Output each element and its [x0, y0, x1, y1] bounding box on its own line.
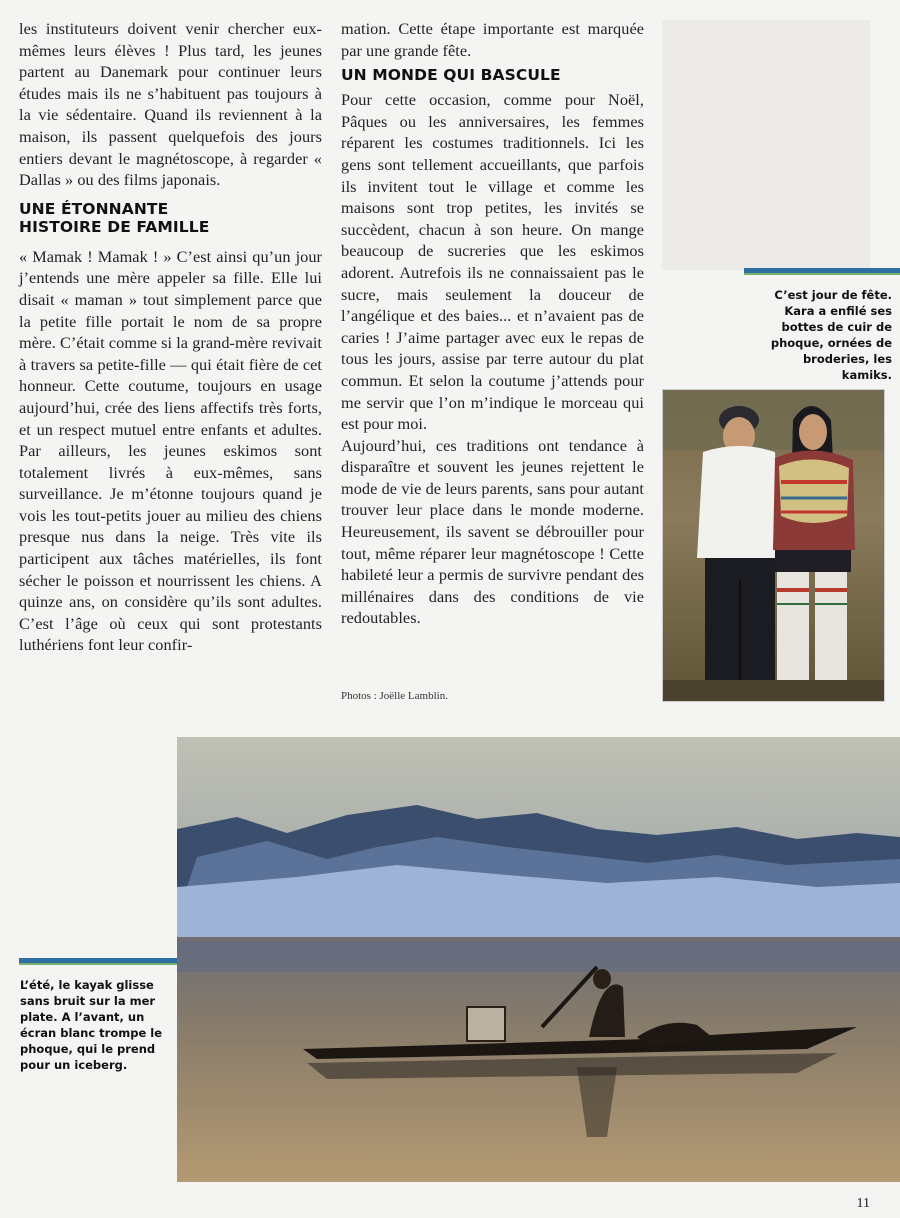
paragraph: mation. Cette étape importante est marquée par une grande fête. — [341, 19, 644, 60]
caption-rule — [19, 958, 177, 963]
article-column-1 — [19, 18, 322, 656]
caption-rule — [744, 268, 900, 273]
photo-kayak-iceberg — [177, 737, 900, 1182]
section-heading-line: HISTOIRE DE FAMILLE — [19, 217, 210, 236]
caption-kids: C’est jour de fête. Kara a enfilé ses bottes de cuir de phoque, ornées de broderies, les kamiks. — [770, 288, 892, 382]
section-heading-1 — [19, 200, 322, 236]
sidebar-panel — [662, 20, 870, 270]
caption-kayak: L’été, le kayak glisse sans bruit sur la mer plate. A l’avant, un écran blanc trompe le phoque, qui le prend pour un iceberg. — [20, 978, 163, 1072]
paragraph: les instituteurs doivent venir chercher eux-mêmes leurs élèves ! Plus tard, les jeunes partent au Danemark pour continuer leurs études mais ils ne s’habituent pas toujours à la vie sédentaire. Quand ils reviennent à la maison, ils passent quelquefois des jours entiers devant le magnétoscope, à regarder « Dallas » ou des films japonais. — [19, 19, 322, 190]
photo-credit: Photos : Joëlle Lamblin. — [341, 690, 448, 702]
paragraph: Aujourd’hui, ces traditions ont tendance à disparaître et souvent les jeunes rejettent le mode de vie de leurs parents, sans pour autant trouver leur place dans le monde moderne. Heureusement, ils savent se débrouiller pour tout, même réparer leur magnétoscope ! Cette habileté leur a permis de survivre pendant des millénaires dans des conditions de vie redoutables. — [341, 435, 644, 628]
article-column-2 — [341, 18, 644, 629]
page-number: 11 — [856, 1196, 870, 1211]
paragraph: Pour cette occasion, comme pour Noël, Pâques ou les anniversaires, les femmes réparent les costumes traditionnels. Ici les gens sont tellement accueillants, que parfois ils invitent tout le village et comme les maisons sont trop petites, les invités se succèdent, chacun à son heure. On mange beaucoup de sucreries que les eskimos adorent. Autrefois ils ne connaissaient pas le sucre, mais seulement la douceur de l’angélique et des baies... et n’avaient pas de caries ! J’aime partager avec eux le repas de tous les jours, assise par terre autour du plat commun. Et selon la coutume j’attends pour me servir que l’on m’indique le morceau qui est pour moi. — [341, 90, 644, 434]
section-heading-line: UNE ÉTONNANTE — [19, 199, 169, 218]
paragraph: « Mamak ! Mamak ! » C’est ainsi qu’un jour j’entends une mère appeler sa fille. Elle lui disait « maman » tout simplement parce que la petite fille portait le nom de sa propre mère. C’était comme si la grand-mère revivait à travers sa petite-fille — qui était fière de cet honneur. Cette coutume, toujours en usage aujourd’hui, crée des liens affectifs très forts, et un respect mutuel entre enfants et adultes. Par ailleurs, les jeunes eskimos sont totalement livrés à eux-mêmes, sans surveillance. Je m’étonne toujours quand je vois les tout-petits jouer au milieu des chiens presque nus dans la neige. Très vite ils participent aux tâches matérielles, ils font sécher le poisson et nourrissent les chiens. A quinze ans, on considère qu’ils sont adultes. C’est l’âge où ceux qui sont protestants luthériens font leur confir- — [19, 246, 322, 655]
section-heading-2: UN MONDE QUI BASCULE — [341, 66, 561, 85]
photo-children-in-costume — [662, 389, 885, 702]
